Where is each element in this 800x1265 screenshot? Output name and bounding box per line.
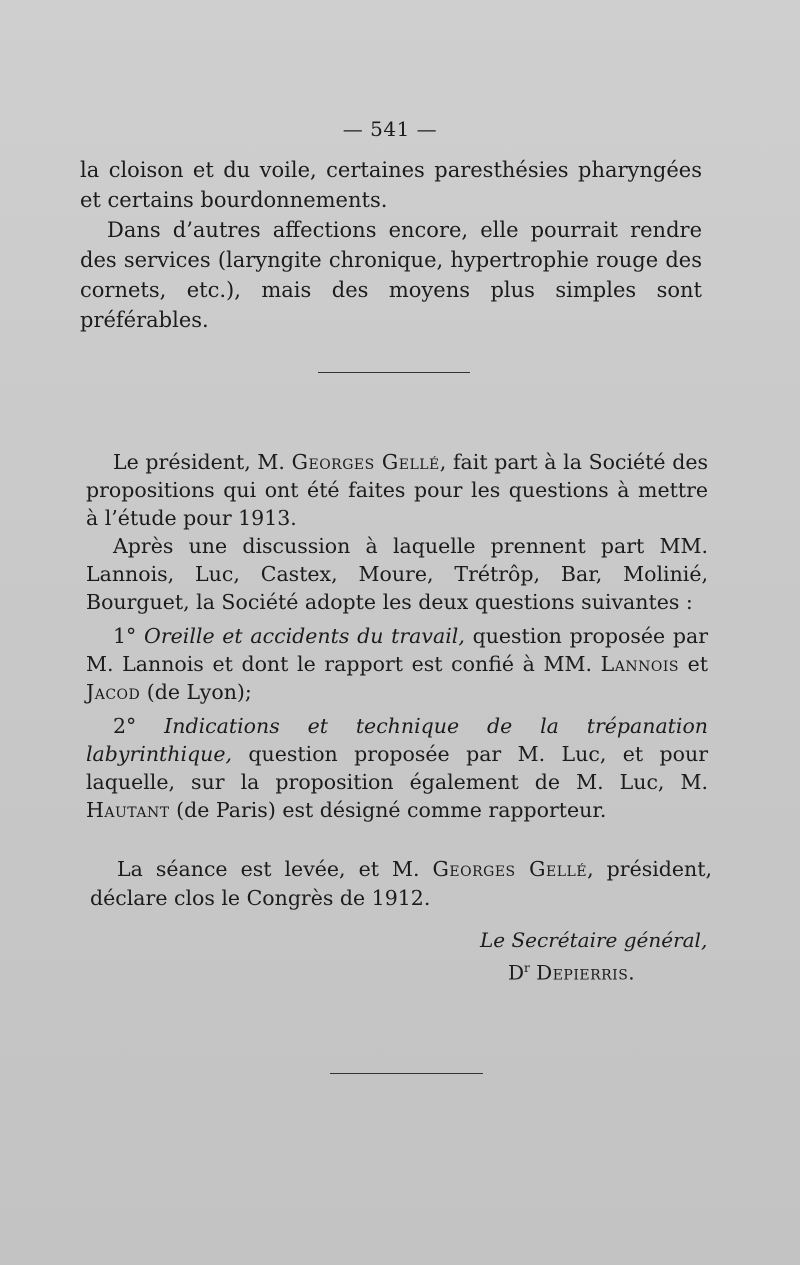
text-run: (de Lyon); bbox=[140, 680, 252, 704]
text-run: , fait part à la Société des propositions qui ont été faites pour les questions à mettre à l’étude pour 1913. bbox=[86, 450, 708, 530]
text-run: Le président, M. bbox=[113, 450, 292, 474]
closing-text-block bbox=[90, 855, 712, 913]
person-name: Georges Gellé bbox=[432, 857, 588, 881]
text-run: La séance est levée, et M. bbox=[117, 857, 433, 881]
question-item-2 bbox=[86, 712, 708, 824]
continued-text-block bbox=[80, 155, 702, 335]
text-run: et bbox=[678, 652, 708, 676]
person-name: Lannois bbox=[600, 652, 679, 676]
person-name: Jacod bbox=[86, 680, 141, 704]
text-run: question proposée par M. Lannois et dont le rapport est confié à MM. bbox=[86, 624, 709, 676]
minutes-text-block bbox=[86, 448, 708, 824]
signature-title-sup: r bbox=[524, 961, 530, 975]
question-title: Indications et technique de la trépanation labyrinthique, bbox=[86, 714, 709, 766]
signature-role: Le Secrétaire général, bbox=[480, 928, 708, 952]
person-name: Hautant bbox=[86, 798, 170, 822]
end-divider bbox=[330, 1073, 483, 1074]
signature-title: D bbox=[508, 960, 525, 985]
text-run: , président, déclare clos le Congrès de 1912. bbox=[90, 857, 712, 910]
signatory-name: Depierris. bbox=[536, 960, 636, 985]
section-divider bbox=[318, 372, 470, 373]
item-number: 2° bbox=[113, 714, 165, 738]
item-number: 1° bbox=[113, 624, 145, 648]
text-run: (de Paris) est désigné comme rapporteur. bbox=[169, 798, 607, 822]
signature-name bbox=[470, 954, 710, 987]
page-number: — 541 — bbox=[342, 117, 438, 141]
paragraph bbox=[90, 855, 712, 913]
question-item-1 bbox=[86, 622, 708, 706]
paragraph: Dans d’autres affections encore, elle pourrait rendre des services (laryngite chronique, hypertrophie rouge des cornets, etc.), mais des moyens plus simples sont préférables. bbox=[80, 218, 702, 332]
text-run: question proposée par M. Luc, et pour laquelle, sur la proposition également de M. Luc, M. bbox=[86, 742, 708, 794]
paragraph: Après une discussion à laquelle prennent part MM. Lannois, Luc, Castex, Moure, Trétrôp, Bar, Molinié, Bourguet, la Société adopte les deux questions suivantes : bbox=[86, 534, 708, 614]
paragraph: la cloison et du voile, certaines paresthésies pharyngées et certains bourdonnements. bbox=[80, 158, 702, 212]
paragraph bbox=[86, 448, 708, 532]
signature-block bbox=[470, 926, 710, 987]
question-title: Oreille et accidents du travail, bbox=[144, 624, 465, 648]
person-name: Georges Gellé bbox=[291, 450, 440, 474]
